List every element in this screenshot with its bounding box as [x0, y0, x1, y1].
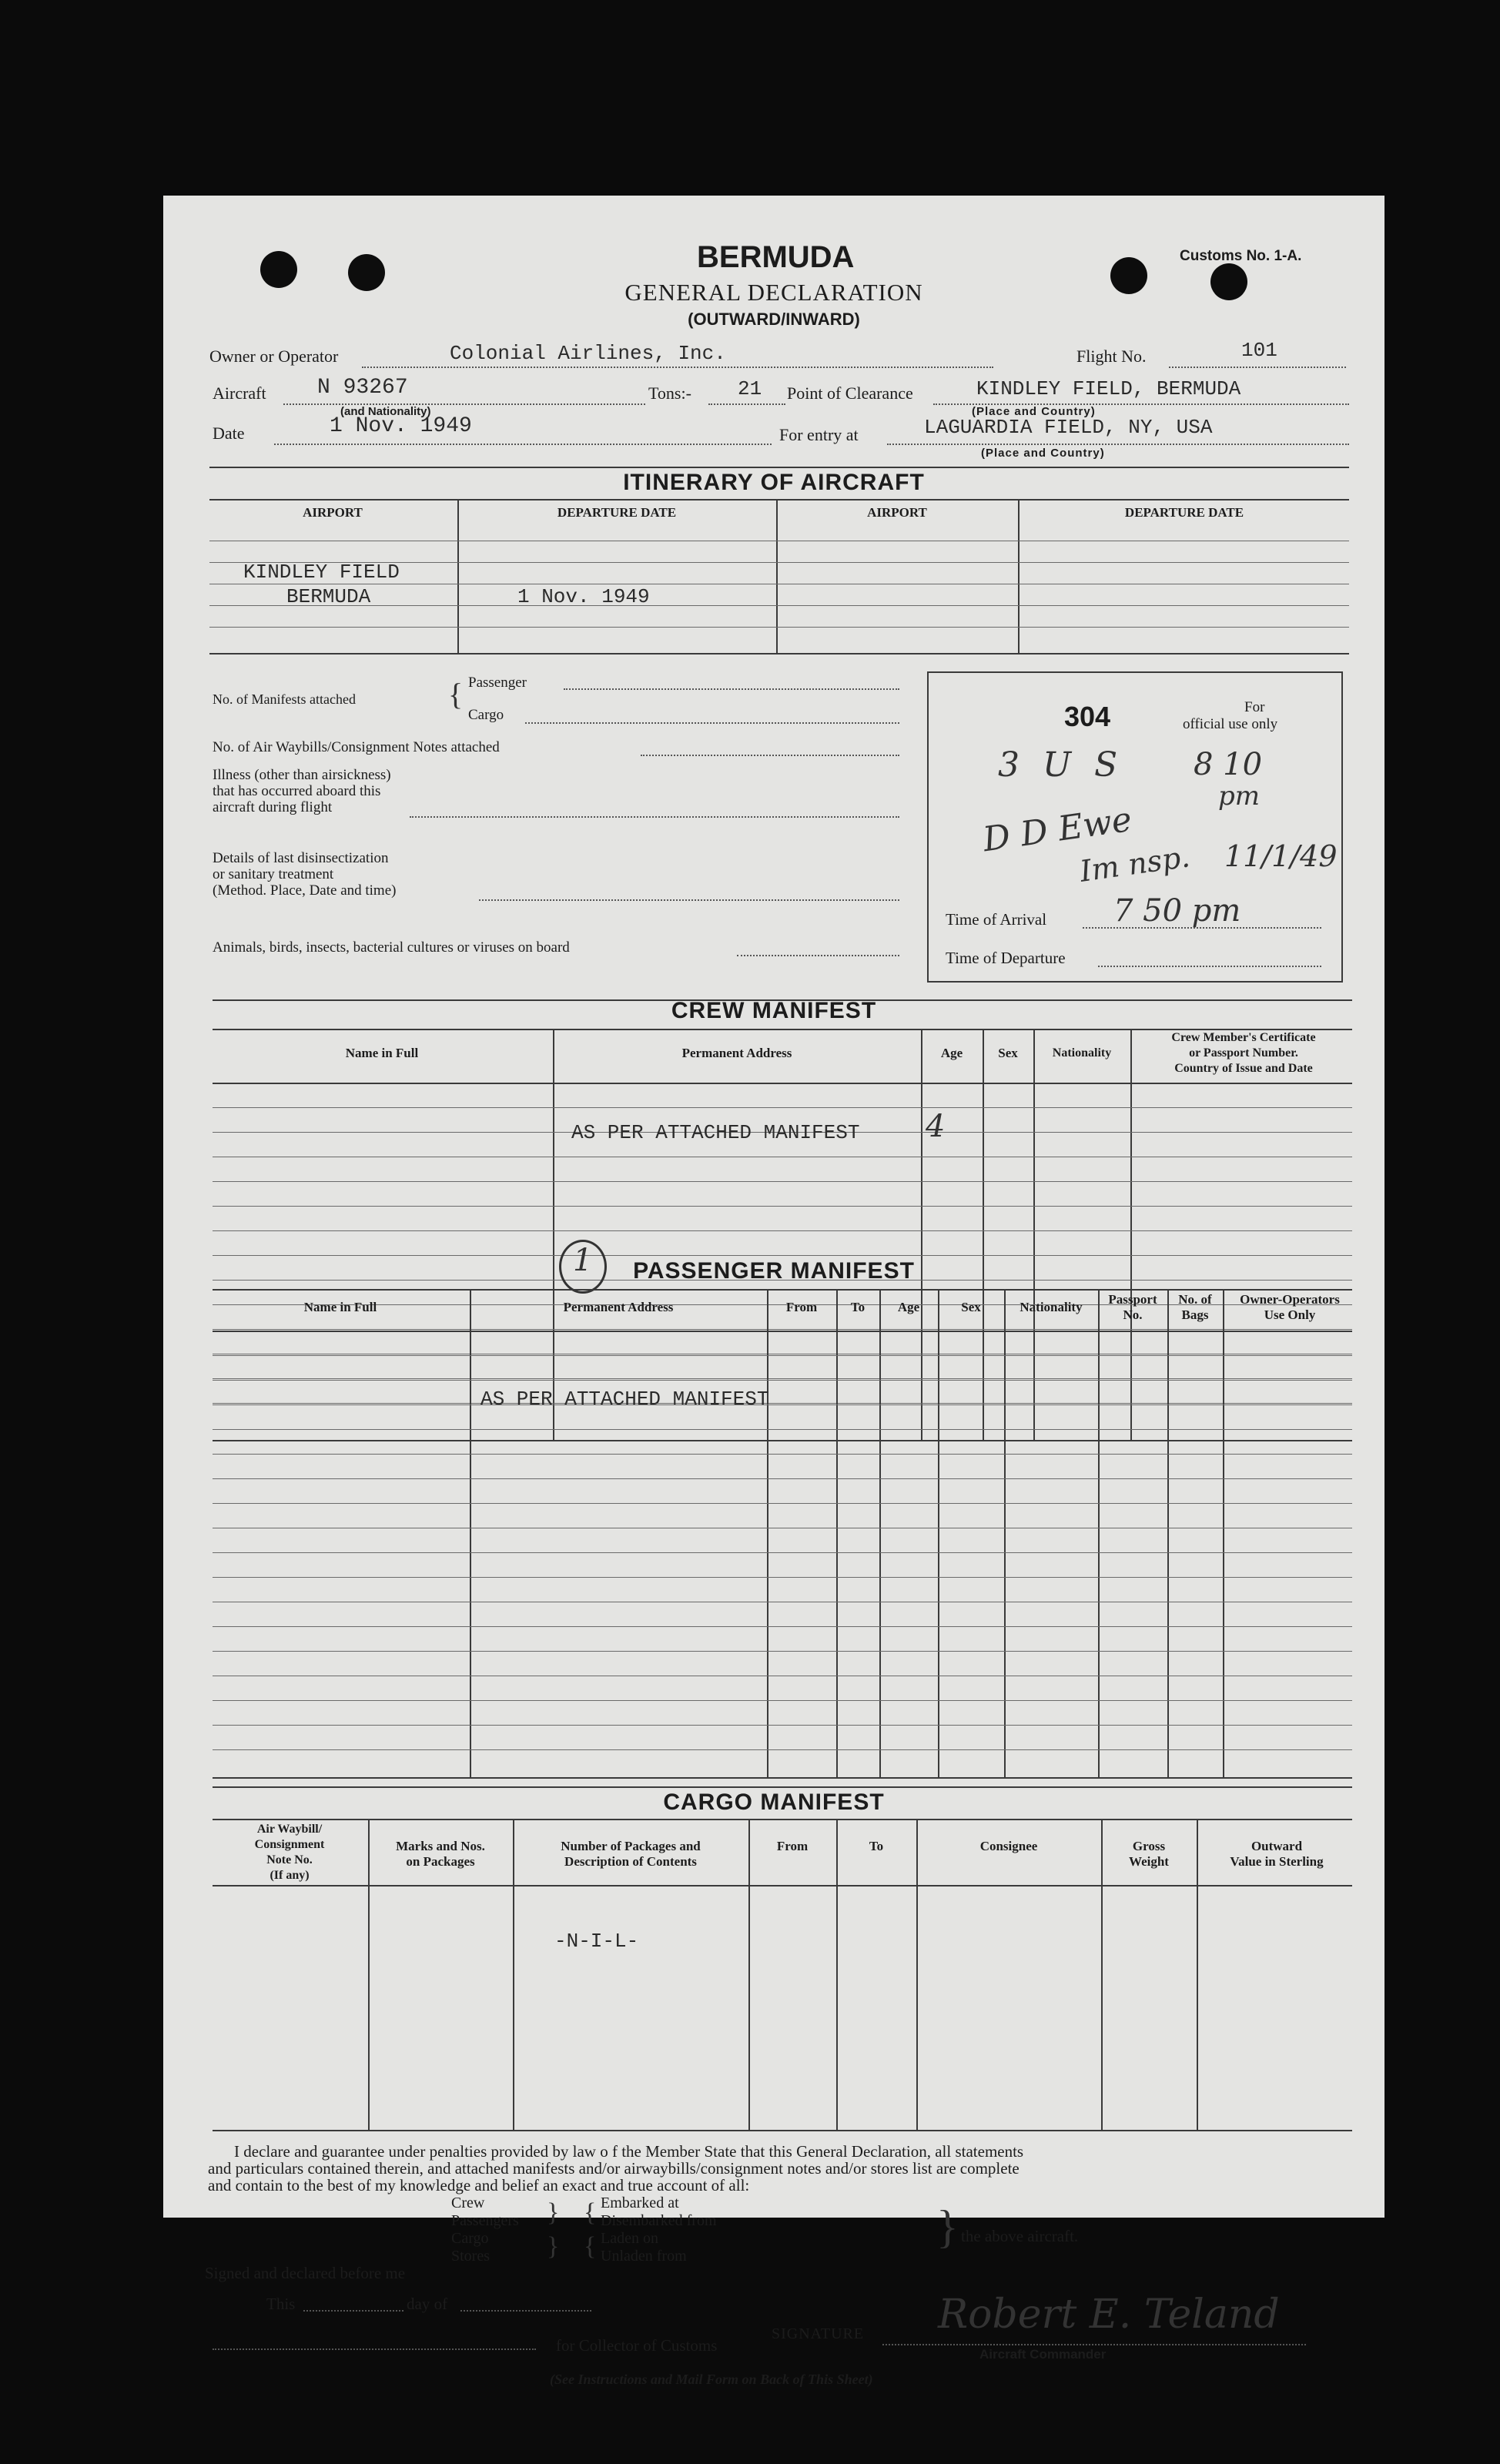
tons-line [708, 403, 785, 405]
crew-title: CREW MANIFEST [671, 998, 877, 1023]
owner-label: Owner or Operator [209, 346, 339, 366]
punch-hole [348, 254, 385, 291]
col-airport: AIRPORT [303, 505, 363, 520]
itinerary-departure-date: 1 Nov. 1949 [517, 585, 650, 608]
crew-col-address: Permanent Address [681, 1046, 792, 1060]
aircraft-line [283, 403, 645, 405]
pax-col-address: Permanent Address [563, 1300, 674, 1314]
cargo-col-packages: Number of Packages and Description of Contents [561, 1839, 701, 1869]
illness-label: Illness (other than airsickness) that has occurred aboard this aircraft during flight [213, 767, 391, 815]
cargo-col-value: Outward Value in Sterling [1230, 1839, 1324, 1869]
entry-value: LAGUARDIA FIELD, NY, USA [924, 416, 1213, 439]
cargo-col-to: To [869, 1839, 884, 1853]
pax-col-nationality: Nationality [1020, 1300, 1083, 1314]
passenger-handwritten-count: 1 [573, 1243, 593, 1278]
day-of-label: day of [407, 2295, 448, 2313]
this-label: This [266, 2295, 296, 2313]
above-aircraft: the above aircraft. [961, 2227, 1079, 2245]
manifest-passenger-label: Passenger [468, 675, 527, 691]
handwriting-time: 8 10 [1194, 747, 1263, 782]
passenger-note: AS PER ATTACHED MANIFEST [480, 1388, 769, 1411]
declaration-form: BERMUDA GENERAL DECLARATION (OUTWARD/INWARD) Customs No. 1-A. Owner or Operator Colonial Airlines, Inc. Flight No. 101 Aircraft N 93267 Tons:- 21 Point of Clearance KINDLEY FIELD, BERMUDA (and Nationality) (Place and Country) Date 1 Nov. 1949 For entry at LAGUARDIA FIELD, NY, USA (Place and Country) ITINERARY OF AIRCRAFT AIRPORT DEPARTURE DATE AIRPORT DEPARTURE DATE KINDLEY FIELD BERMUDA 1 Nov. 1949 No. of Manifests attached { Passenger Cargo No. of Air Waybills/Consignment Notes attached Illness (other than airsickness) that has occurred aboard this aircraft during flight Details of last disinsectization or sanitary treatment (Method. Place, Date and time) Animals, birds, insects, bacterial cultures or viruses on board 304 For official use only 3 U S 8 10 pm D D Ewe Im nsp. 11/1/49 7 50 pm Time of Arrival Time of Departure CREW MANIFEST Name in Full Permanent Address Age Sex Nationality Crew Member's Certificate or Passport Number. Country of Issue and Date AS PER ATTACHED MANIFEST 4 1 PASSENGER MANIFEST Name in Full Permanent Address From To Age Sex Nationality Passport No. No. of Bags Owner-Operators Use Only AS PER ATTACHED MANIFEST CARGO MANIFEST Air Waybill/ Consignment Note No. (If any) Marks and Nos. on Packages Number of Packages and Description of Contents From To Consignee Gross Weight Outward Value in Sterling -N-I-L- I declare and guarantee under penalties provided by law o f the Member State that this General Declaration, all statements and particulars contained therein, and attached manifests and/or airwaybills/consignment notes and/or stores list are complete and contain to the best of my knowledge and belief an exact and true account of all: Crew Passengers Cargo Stores } } { { Embarked at Disembarked from Laden on Unladen from } the above aircraft. Signed and declared before me This day of for Collector of Customs SIGNATURE Robert E. Teland Aircraft Commander (See Instructions and Mail Form on Back of This Sheet) [163, 196, 1384, 2218]
clearance-label: Point of Clearance [787, 383, 913, 403]
manifests-label: No. of Manifests attached [213, 691, 356, 707]
crew-col-nationality: Nationality [1052, 1046, 1112, 1060]
tons-label: Tons:- [648, 383, 691, 403]
animals-label: Animals, birds, insects, bacterial cultures or viruses on board [213, 939, 570, 956]
form-title: BERMUDA [697, 240, 855, 274]
official-use-box [927, 671, 1343, 983]
entry-line [887, 444, 1349, 445]
crew-col-certificate: Crew Member's Certificate or Passport Number. Country of Issue and Date [1171, 1031, 1316, 1075]
official-for-label: For [1244, 699, 1265, 715]
handwriting-arrival-time: 7 50 pm [1113, 893, 1241, 929]
date-line [274, 444, 772, 445]
waybills-label: No. of Air Waybills/Consignment Notes attached [213, 739, 500, 755]
signed-declared: Signed and declared before me [205, 2264, 406, 2282]
crew-handwritten-count: 4 [926, 1109, 946, 1144]
itinerary-title: ITINERARY OF AIRCRAFT [623, 470, 925, 495]
place-country-note-2: (Place and Country) [981, 447, 1105, 460]
declaration-line3: and contain to the best of my knowledge and belief an exact and true account of all: [208, 2176, 750, 2194]
pax-col-bags: No. of Bags [1178, 1292, 1212, 1322]
entry-label: For entry at [779, 425, 859, 444]
crew-col-name: Name in Full [345, 1046, 419, 1060]
departure-label: Time of Departure [946, 949, 1066, 967]
disinsectization-label: Details of last disinsectization or sanitary treatment (Method. Place, Date and time) [213, 850, 397, 899]
date-value: 1 Nov. 1949 [330, 414, 472, 438]
commander-signature: Robert E. Teland [938, 2292, 1280, 2338]
itinerary-airport-line2: BERMUDA [286, 585, 371, 608]
form-direction: (OUTWARD/INWARD) [688, 310, 860, 329]
pax-col-sex: Sex [961, 1300, 981, 1314]
aircraft-commander-label: Aircraft Commander [979, 2347, 1107, 2362]
itinerary-airport-line1: KINDLEY FIELD [243, 561, 400, 584]
handwriting-initials: D D Ewe [980, 799, 1134, 860]
nationality-note: (and Nationality) [340, 405, 431, 418]
cargo-title: CARGO MANIFEST [663, 1789, 885, 1815]
aircraft-label: Aircraft [213, 383, 266, 403]
owner-line [362, 367, 993, 368]
place-country-note: (Place and Country) [972, 405, 1096, 418]
handwriting-date: 11/1/49 [1224, 839, 1338, 873]
handwriting-insp: Im nsp. [1077, 839, 1192, 889]
cargo-col-waybill: Air Waybill/ Consignment Note No. (If any) [254, 1823, 325, 1882]
punch-hole [260, 251, 297, 288]
official-use-label: official use only [1183, 716, 1278, 732]
crew-col-sex: Sex [998, 1046, 1018, 1060]
cargo-col-marks: Marks and Nos. on Packages [396, 1839, 485, 1869]
pax-col-from: From [785, 1300, 818, 1314]
handwriting-pm: pm [1218, 781, 1261, 812]
crew-col-age: Age [940, 1046, 963, 1060]
cargo-col-from: From [776, 1839, 809, 1853]
form-number: Customs No. 1-A. [1180, 248, 1302, 264]
stamp-number: 304 [1064, 701, 1111, 732]
pax-col-owner: Owner-Operators Use Only [1240, 1292, 1340, 1322]
clearance-value: KINDLEY FIELD, BERMUDA [976, 377, 1241, 400]
flight-label: Flight No. [1076, 346, 1147, 366]
flight-value: 101 [1241, 339, 1277, 362]
pax-col-passport: Passport No. [1108, 1292, 1157, 1322]
passenger-title: PASSENGER MANIFEST [633, 1258, 915, 1284]
col-departure-date: DEPARTURE DATE [557, 505, 677, 520]
declaration-line2: and particulars contained therein, and attached manifests and/or airwaybills/consignment notes and/or stores list are complete [208, 2159, 1020, 2178]
punch-hole [1110, 257, 1147, 294]
cargo-col-consignee: Consignee [979, 1839, 1038, 1853]
pax-col-to: To [850, 1300, 866, 1314]
declaration-list-actions: Embarked at Disembarked from Laden on Unladen from [601, 2194, 717, 2265]
form-subtitle: GENERAL DECLARATION [624, 279, 923, 306]
crew-note: AS PER ATTACHED MANIFEST [571, 1121, 860, 1144]
punch-hole [1210, 263, 1247, 300]
pax-col-name: Name in Full [303, 1300, 377, 1314]
flight-line [1169, 367, 1346, 368]
tons-value: 21 [738, 377, 762, 400]
cargo-note: -N-I-L- [554, 1930, 639, 1953]
aircraft-value: N 93267 [317, 376, 408, 400]
col-departure-date-2: DEPARTURE DATE [1124, 505, 1244, 520]
declaration-list-people: Crew Passengers Cargo Stores [451, 2194, 519, 2265]
collector-of-customs: for Collector of Customs [556, 2336, 718, 2355]
footer-instructions: (See Instructions and Mail Form on Back of This Sheet) [550, 2372, 873, 2387]
handwriting-note: 3 U S [998, 745, 1124, 785]
owner-value: Colonial Airlines, Inc. [450, 342, 726, 365]
col-airport-2: AIRPORT [867, 505, 927, 520]
date-label: Date [213, 424, 245, 443]
arrival-label: Time of Arrival [946, 910, 1047, 929]
signature-label: SIGNATURE [772, 2325, 865, 2342]
manifest-cargo-label: Cargo [468, 707, 504, 723]
declaration-line1: I declare and guarantee under penalties provided by law o f the Member State that this General Declaration, all statements [234, 2142, 1024, 2161]
pax-col-age: Age [897, 1300, 920, 1314]
cargo-col-weight: Gross Weight [1129, 1839, 1169, 1869]
